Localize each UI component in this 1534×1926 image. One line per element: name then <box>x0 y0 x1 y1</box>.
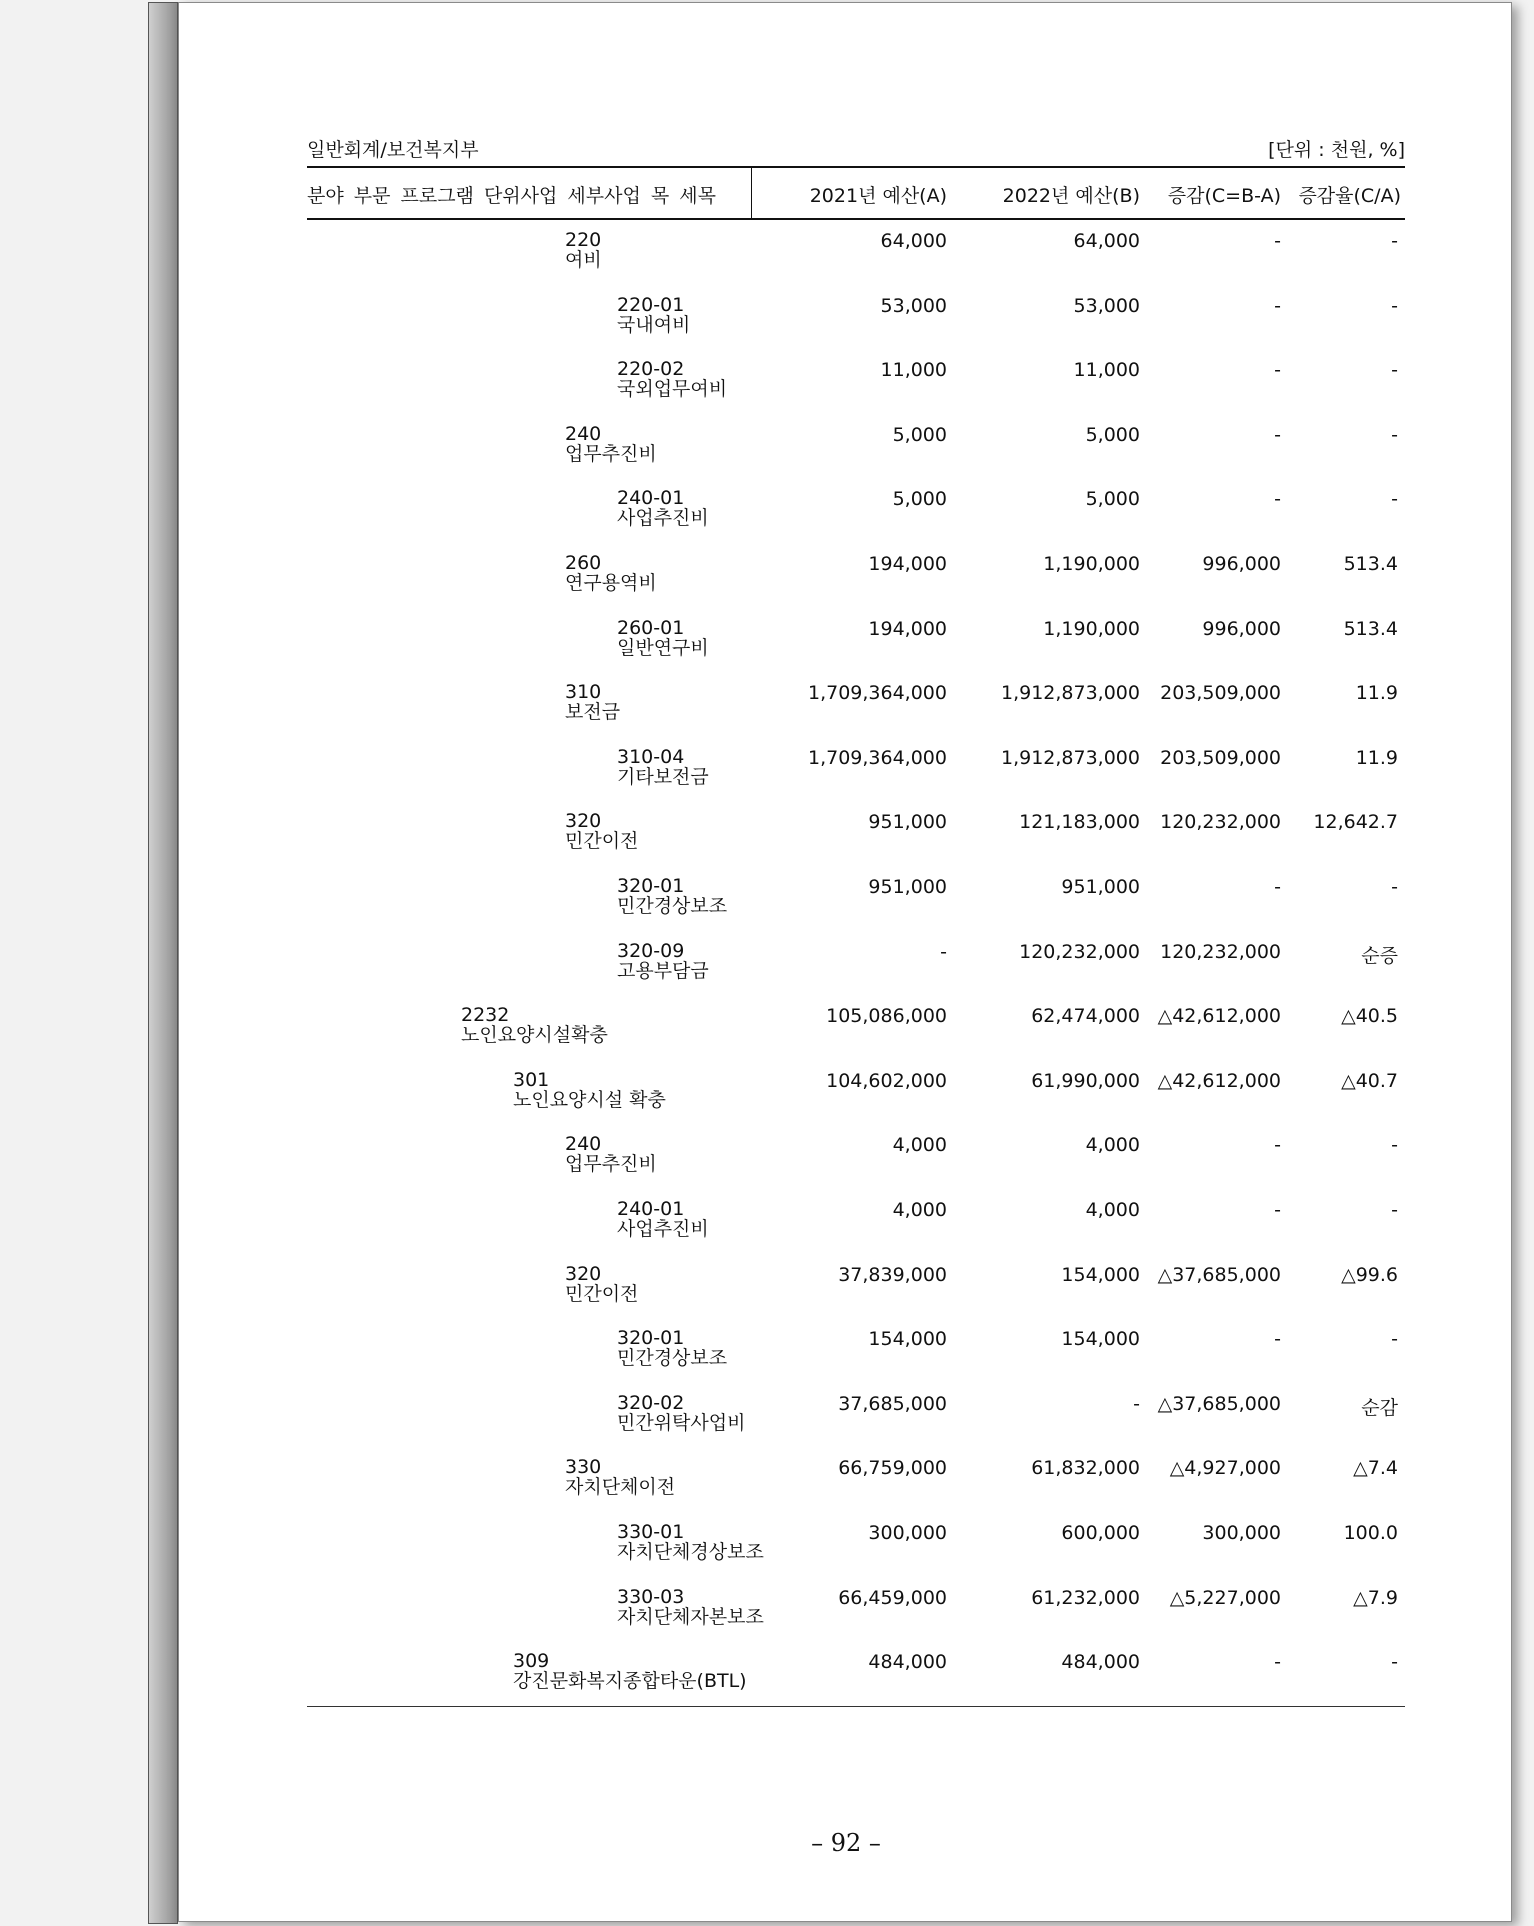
value-rate: - <box>1391 876 1398 898</box>
value-change: 300,000 <box>1202 1522 1281 1544</box>
value-change: 203,509,000 <box>1160 682 1281 705</box>
row-label <box>513 1070 666 1110</box>
row-code: 301 <box>513 1068 550 1091</box>
row-label <box>565 553 657 593</box>
value-change: △37,685,000 <box>1157 1392 1281 1415</box>
row-code: 240 <box>565 422 602 445</box>
row-code: 330-01 <box>617 1521 685 1543</box>
value-rate: - <box>1391 230 1398 252</box>
value-rate: 순감 <box>1361 1396 1398 1419</box>
row-code: 330 <box>565 1456 602 1479</box>
row-name: 고용부담금 <box>617 959 709 982</box>
header-category: 분야 부문 프로그램 단위사업 세부사업 목 세목 <box>307 185 716 207</box>
row-label <box>565 230 602 270</box>
value-rate: - <box>1391 1134 1398 1157</box>
value-change: △37,685,000 <box>1157 1263 1281 1286</box>
row-label <box>565 1134 657 1174</box>
table-row <box>307 1060 1405 1124</box>
value-2022: 4,000 <box>1085 1199 1140 1221</box>
header-change-rate: 증감율(C/A) <box>1298 185 1401 207</box>
value-rate: - <box>1391 359 1398 382</box>
value-2022: 4,000 <box>1085 1134 1140 1157</box>
row-label <box>617 941 709 981</box>
table-row <box>307 866 1405 930</box>
value-2022: 1,912,873,000 <box>1000 682 1140 705</box>
value-change: - <box>1274 423 1281 446</box>
table-row <box>307 1577 1405 1641</box>
row-name: 일반연구비 <box>617 636 709 659</box>
value-rate: △7.9 <box>1353 1586 1398 1609</box>
value-rate: △7.4 <box>1353 1457 1398 1480</box>
row-label <box>617 876 727 916</box>
table-row <box>307 931 1405 995</box>
value-rate: 순증 <box>1361 944 1398 967</box>
row-code: 260-01 <box>617 616 685 639</box>
book-binding-edge <box>148 2 178 1924</box>
value-change: - <box>1274 230 1281 252</box>
row-label <box>617 488 709 528</box>
value-2022: 484,000 <box>1061 1651 1140 1674</box>
value-rate: - <box>1391 1328 1398 1351</box>
value-2022: 11,000 <box>1073 359 1140 382</box>
value-2021: 951,000 <box>868 876 947 898</box>
page-number: – 92 – <box>811 1829 881 1857</box>
table-row <box>307 672 1405 736</box>
value-2021: 5,000 <box>892 488 947 511</box>
value-2021: 11,000 <box>880 359 947 382</box>
account-title: 일반회계/보건복지부 <box>307 139 479 161</box>
row-name: 업무추진비 <box>565 1153 657 1176</box>
row-code: 260 <box>565 552 602 574</box>
value-rate: 11.9 <box>1355 746 1398 769</box>
row-label <box>565 424 657 464</box>
header-divider <box>751 168 752 218</box>
table-row <box>307 1641 1405 1705</box>
table-row <box>307 543 1405 607</box>
row-code: 320-02 <box>617 1391 685 1414</box>
value-2021: 154,000 <box>868 1328 947 1351</box>
row-label <box>617 618 709 658</box>
row-label <box>513 1651 747 1691</box>
row-code: 240-01 <box>617 487 685 510</box>
value-2021: 53,000 <box>880 294 947 317</box>
value-change: - <box>1274 1651 1281 1674</box>
table-row <box>307 478 1405 542</box>
table-body <box>307 220 1405 1707</box>
value-rate: - <box>1391 1651 1398 1674</box>
row-code: 309 <box>513 1650 550 1673</box>
value-2021: 484,000 <box>868 1651 947 1674</box>
value-2021: 4,000 <box>892 1199 947 1221</box>
value-rate: △40.5 <box>1341 1005 1398 1028</box>
row-code: 320-09 <box>617 939 685 962</box>
row-name: 노인요양시설 확충 <box>513 1088 666 1111</box>
row-code: 320 <box>565 1262 602 1285</box>
row-name: 민간경상보조 <box>617 1347 728 1370</box>
row-label <box>617 295 690 335</box>
table-row <box>307 349 1405 413</box>
document-page <box>178 2 1512 1922</box>
value-2022: 600,000 <box>1061 1522 1140 1544</box>
row-label <box>617 1199 709 1239</box>
value-rate: - <box>1391 294 1398 317</box>
row-name: 자치단체자본보조 <box>617 1605 764 1628</box>
value-2021: 5,000 <box>892 423 947 446</box>
table-header <box>307 166 1405 220</box>
table-row <box>307 608 1405 672</box>
table-row <box>307 1124 1405 1188</box>
value-change: - <box>1274 294 1281 317</box>
value-change: - <box>1274 1134 1281 1157</box>
row-label <box>617 1393 745 1433</box>
value-2022: 154,000 <box>1061 1263 1140 1286</box>
row-name: 민간이전 <box>565 830 639 853</box>
table-row <box>307 995 1405 1059</box>
row-label <box>565 1457 675 1497</box>
value-2022: 1,912,873,000 <box>1000 746 1140 769</box>
row-name: 노인요양시설확충 <box>461 1024 608 1047</box>
row-name: 사업추진비 <box>617 507 709 530</box>
value-2022: 61,232,000 <box>1031 1586 1140 1609</box>
value-change: △42,612,000 <box>1157 1069 1281 1092</box>
row-code: 320 <box>565 810 602 833</box>
value-2021: 66,759,000 <box>838 1457 947 1480</box>
row-code: 220 <box>565 229 602 251</box>
value-2022: 53,000 <box>1073 294 1140 317</box>
row-label <box>617 1587 764 1627</box>
value-change: 203,509,000 <box>1160 746 1281 769</box>
value-2022: 121,183,000 <box>1019 811 1140 834</box>
row-name: 여비 <box>565 249 602 271</box>
row-code: 310-04 <box>617 745 685 768</box>
row-code: 220-01 <box>617 293 685 316</box>
value-2021: 1,709,364,000 <box>807 682 947 705</box>
value-change: 996,000 <box>1202 553 1281 575</box>
value-change: △42,612,000 <box>1157 1005 1281 1028</box>
row-label <box>617 747 709 787</box>
value-2022: 61,832,000 <box>1031 1457 1140 1480</box>
value-change: 120,232,000 <box>1160 811 1281 834</box>
row-name: 사업추진비 <box>617 1218 709 1240</box>
value-change: 996,000 <box>1202 617 1281 640</box>
table-caption <box>307 135 1405 163</box>
value-rate: 12,642.7 <box>1313 811 1398 834</box>
value-2021: 37,685,000 <box>838 1392 947 1415</box>
value-2021: 1,709,364,000 <box>807 746 947 769</box>
row-name: 국외업무여비 <box>617 378 728 401</box>
value-2022: 1,190,000 <box>1043 617 1140 640</box>
table-row <box>307 737 1405 801</box>
row-name: 국내여비 <box>617 313 691 336</box>
row-name: 민간위탁사업비 <box>617 1411 746 1434</box>
value-2022: 5,000 <box>1085 423 1140 446</box>
table-row <box>307 285 1405 349</box>
header-2021-budget: 2021년 예산(A) <box>809 185 947 207</box>
value-rate: △40.7 <box>1341 1069 1398 1092</box>
row-name: 민간경상보조 <box>617 895 728 917</box>
row-name: 민간이전 <box>565 1282 639 1305</box>
value-2022: - <box>1133 1392 1140 1415</box>
value-change: - <box>1274 1328 1281 1351</box>
value-2022: 1,190,000 <box>1043 553 1140 575</box>
value-change: △5,227,000 <box>1169 1586 1281 1609</box>
row-name: 연구용역비 <box>565 572 657 594</box>
value-change: - <box>1274 359 1281 382</box>
value-2022: 120,232,000 <box>1019 940 1140 963</box>
value-2021: 104,602,000 <box>826 1069 947 1092</box>
value-rate: △99.6 <box>1341 1263 1398 1286</box>
value-2022: 5,000 <box>1085 488 1140 511</box>
value-2021: 66,459,000 <box>838 1586 947 1609</box>
header-change: 증감(C=B-A) <box>1167 185 1281 207</box>
value-rate: 513.4 <box>1343 553 1398 575</box>
value-rate: 100.0 <box>1343 1522 1398 1544</box>
value-2021: 4,000 <box>892 1134 947 1157</box>
row-name: 강진문화복지종합타운(BTL) <box>513 1670 747 1693</box>
table-row <box>307 1383 1405 1447</box>
row-code: 240 <box>565 1133 602 1156</box>
row-code: 2232 <box>461 1004 510 1027</box>
value-change: - <box>1274 1199 1281 1221</box>
value-2021: 300,000 <box>868 1522 947 1544</box>
row-label <box>617 1522 764 1562</box>
row-code: 310 <box>565 681 602 704</box>
table-row <box>307 414 1405 478</box>
value-rate: - <box>1391 423 1398 446</box>
table-row <box>307 1512 1405 1576</box>
value-2021: 951,000 <box>868 811 947 834</box>
table-row <box>307 1447 1405 1511</box>
row-name: 보전금 <box>565 701 621 724</box>
table-row <box>307 801 1405 865</box>
value-change: - <box>1274 488 1281 511</box>
value-2022: 64,000 <box>1073 230 1140 252</box>
table-row <box>307 1318 1405 1382</box>
row-name: 자치단체이전 <box>565 1476 676 1499</box>
row-label <box>617 359 727 399</box>
value-2021: 105,086,000 <box>826 1005 947 1028</box>
value-change: △4,927,000 <box>1169 1457 1281 1480</box>
row-name: 기타보전금 <box>617 765 709 788</box>
value-2021: 37,839,000 <box>838 1263 947 1286</box>
value-change: - <box>1274 876 1281 898</box>
value-2022: 61,990,000 <box>1031 1069 1140 1092</box>
table-row <box>307 220 1405 284</box>
value-2021: 194,000 <box>868 617 947 640</box>
row-name: 업무추진비 <box>565 442 657 465</box>
row-code: 220-02 <box>617 358 685 381</box>
row-label <box>565 1264 638 1304</box>
row-label <box>565 682 620 722</box>
unit-note: [단위 : 천원, %] <box>1268 139 1405 161</box>
value-change: 120,232,000 <box>1160 940 1281 963</box>
row-code: 320-01 <box>617 1327 685 1350</box>
row-code: 240-01 <box>617 1198 685 1220</box>
value-rate: - <box>1391 488 1398 511</box>
value-rate: 11.9 <box>1355 682 1398 705</box>
value-rate: 513.4 <box>1343 617 1398 640</box>
header-2022-budget: 2022년 예산(B) <box>1002 185 1140 207</box>
value-2021: 194,000 <box>868 553 947 575</box>
budget-table <box>307 166 1405 1707</box>
value-2022: 62,474,000 <box>1031 1005 1140 1028</box>
row-name: 자치단체경상보조 <box>617 1541 764 1563</box>
value-2022: 154,000 <box>1061 1328 1140 1351</box>
value-rate: - <box>1391 1199 1398 1221</box>
row-label <box>565 811 638 851</box>
row-code: 330-03 <box>617 1585 685 1608</box>
value-2021: - <box>940 940 947 963</box>
value-2022: 951,000 <box>1061 876 1140 898</box>
table-row <box>307 1189 1405 1253</box>
row-code: 320-01 <box>617 875 685 897</box>
row-label <box>617 1328 727 1368</box>
table-row <box>307 1254 1405 1318</box>
value-2021: 64,000 <box>880 230 947 252</box>
row-label <box>461 1005 608 1045</box>
